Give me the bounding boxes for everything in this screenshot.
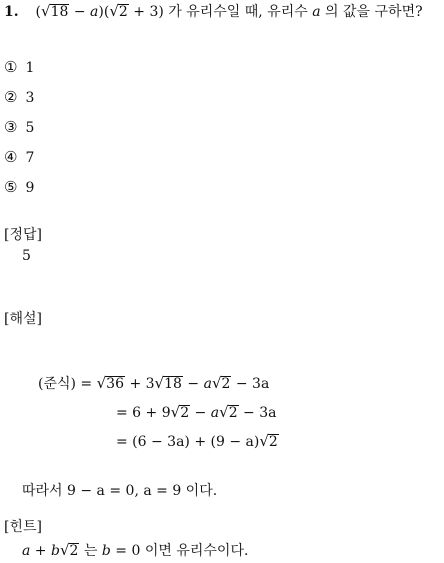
choice-4[interactable] [4, 150, 34, 165]
sqrt-18: √18 [41, 2, 69, 20]
sqrt-2: √2 [170, 403, 190, 421]
minus-sign: − [182, 376, 204, 392]
var-a: a [90, 4, 99, 20]
answer-label: [정답] [4, 227, 42, 243]
explanation-line-1 [38, 376, 269, 392]
sqrt-2: √2 [59, 541, 79, 559]
radicand-2: 2 [268, 434, 278, 450]
lead-text: = (6 − 3a) + (9 − a) [116, 434, 260, 450]
choice-5[interactable] [4, 180, 34, 195]
question-line [4, 4, 423, 20]
explanation-line-2 [116, 405, 277, 421]
choice-value: 3 [25, 90, 35, 106]
question-var: a [312, 4, 321, 20]
choice-value: 7 [25, 150, 35, 166]
explanation-conclusion: 따라서 9 − a = 0, a = 9 이다. [22, 483, 218, 499]
choice-mark: ① [4, 58, 18, 76]
choice-value: 5 [25, 120, 35, 136]
lhs-text: (준식) = [38, 376, 97, 392]
paren-mid: )( [98, 4, 110, 20]
sqrt-36: √36 [96, 374, 124, 392]
sqrt-2: √2 [211, 374, 231, 392]
question-number: 1. [4, 4, 19, 20]
radicand-2: 2 [180, 405, 190, 421]
radicand-18: 18 [164, 376, 182, 392]
question-text: 가 유리수일 때, 유리수 [168, 4, 313, 20]
var-b: b [101, 543, 111, 559]
hint-label: [힌트] [4, 519, 42, 535]
choice-value: 1 [25, 60, 35, 76]
tail-text: − 3a [238, 405, 277, 421]
hint-text [22, 543, 248, 559]
choice-3[interactable] [4, 120, 34, 135]
radicand-2: 2 [118, 4, 128, 20]
choice-mark: ⑤ [4, 178, 18, 196]
plus-sign: + [30, 543, 51, 559]
radicand-36: 36 [106, 376, 124, 392]
radicand-18: 18 [50, 4, 69, 20]
radicand-2: 2 [228, 405, 238, 421]
explanation-line-3 [116, 434, 279, 450]
choice-mark: ③ [4, 118, 18, 136]
sqrt-2: √2 [259, 432, 278, 450]
var-a: a [22, 543, 31, 559]
answer-value: 5 [22, 248, 31, 264]
plus-three: + 3 [125, 376, 155, 392]
explanation-label: [해설] [4, 311, 42, 327]
question-expression [36, 4, 169, 20]
radicand-2: 2 [221, 376, 231, 392]
sqrt-18: √18 [154, 374, 182, 392]
choice-mark: ④ [4, 148, 18, 166]
paren-open: ( [35, 4, 41, 20]
choice-2[interactable] [4, 90, 34, 105]
var-b: b [51, 543, 60, 559]
lead-text: = 6 + 9 [116, 405, 171, 421]
var-a: a [210, 405, 220, 421]
var-a: a [203, 376, 212, 392]
choice-value: 9 [25, 180, 35, 196]
minus-sign: − [73, 4, 91, 20]
plus-three: + 3) [128, 4, 164, 20]
choice-mark: ② [4, 88, 18, 106]
choice-1[interactable] [4, 60, 34, 75]
hint-middle: 는 [79, 543, 102, 559]
sqrt-2: √2 [219, 403, 238, 421]
radicand-2: 2 [69, 543, 79, 559]
minus-sign: − [190, 405, 211, 421]
hint-tail: = 0 이면 유리수이다. [110, 543, 249, 559]
sqrt-2: √2 [109, 2, 128, 20]
tail-text: − 3a [231, 376, 270, 392]
question-tail: 의 값을 구하면? [320, 4, 423, 20]
